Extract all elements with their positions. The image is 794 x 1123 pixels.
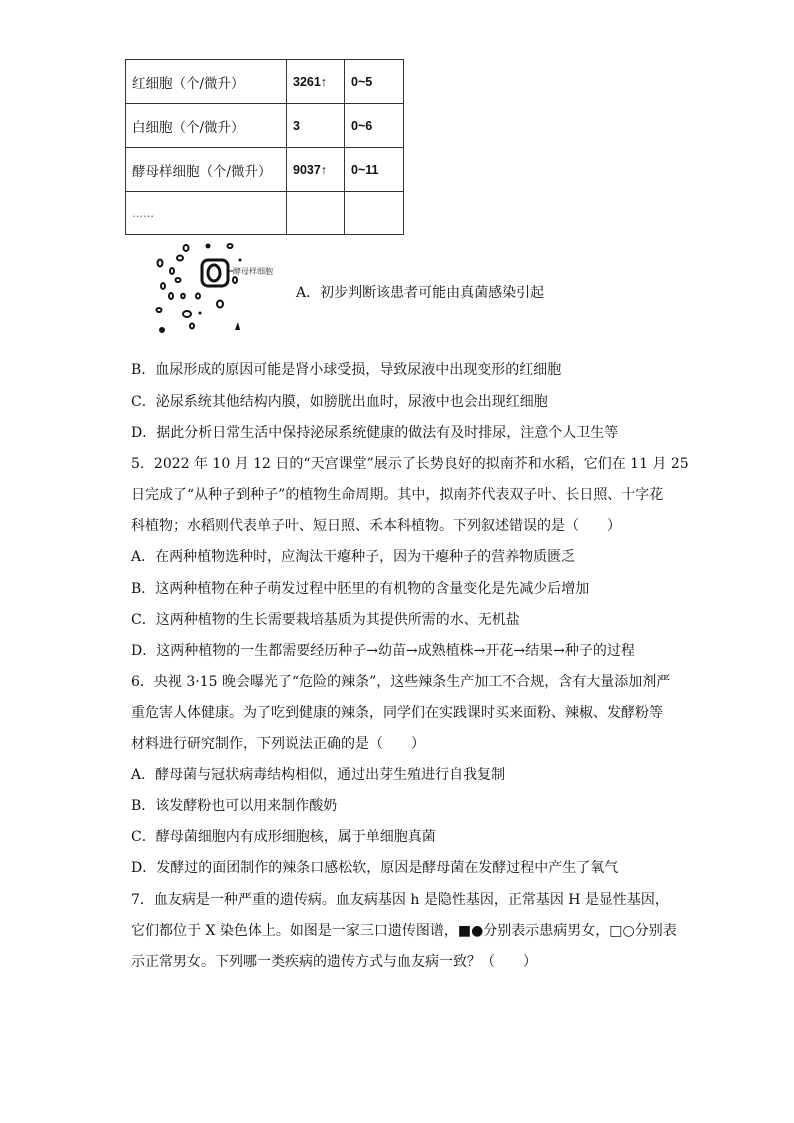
q6-option-b: B．该发酵粉也可以用来制作酸奶 <box>131 798 338 814</box>
item-reference: 0~5 <box>345 60 404 104</box>
q4-option-d: D．据此分析日常生活中保持泌尿系统健康的做法有及时排尿，注意个人卫生等 <box>131 425 619 441</box>
item-reference: 0~6 <box>345 104 404 148</box>
table-row <box>126 60 404 104</box>
item-value: 3 <box>287 104 345 148</box>
urinalysis-table <box>125 59 404 235</box>
q7-stem-line-2: 它们都位于 X 染色体上。如图是一家三口遗传图谱，■●分别表示患病男女，□○分别表 <box>131 923 677 939</box>
q6-option-c: C．酵母菌细胞内有成形细胞核，属于单细胞真菌 <box>131 829 436 845</box>
q4-option-b: B．血尿形成的原因可能是肾小球受损，导致尿液中出现变形的红细胞 <box>131 362 562 378</box>
q6-stem-line-3: 材料进行研究制作，下列说法正确的是（ ） <box>131 736 425 752</box>
item-name: 红细胞（个/微升） <box>126 60 287 104</box>
q6-stem-line-1: 6．央视 3·15 晚会曝光了“危险的辣条”，这些辣条生产加工不合规，含有大量添加剂严 <box>131 674 671 690</box>
q5-option-c: C．这两种植物的生长需要栽培基质为其提供所需的水、无机盐 <box>131 612 520 628</box>
item-value: 9037↑ <box>287 148 345 192</box>
table-row <box>126 104 404 148</box>
q5-stem-line-2: 日完成了“从种子到种子”的植物生命周期。其中，拟南芥代表双子叶、长日照、十字花 <box>131 487 664 503</box>
q7-stem-line-3: 示正常男女。下列哪一类疾病的遗传方式与血友病一致？（ ） <box>131 954 537 970</box>
q4-option-c: C．泌尿系统其他结构内膜，如膀胱出血时，尿液中也会出现红细胞 <box>131 394 548 410</box>
q5-option-d: D．这两种植物的一生都需要经历种子→幼苗→成熟植株→开花→结果→种子的过程 <box>131 643 635 659</box>
q6-option-a: A．酵母菌与冠状病毒结构相似，通过出芽生殖进行自我复制 <box>131 767 506 783</box>
table-row <box>126 148 404 192</box>
item-value: 3261↑ <box>287 60 345 104</box>
q5-stem-line-1: 5．2022 年 10 月 12 日的“天宫课堂”展示了长势良好的拟南芥和水稻，它们在 11 月 25 <box>131 456 689 472</box>
item-name: …… <box>126 192 287 235</box>
table-row <box>126 192 404 235</box>
q5-stem-line-3: 科植物；水稻则代表单子叶、短日照、禾本科植物。下列叙述错误的是（ ） <box>131 518 621 534</box>
q5-option-a: A．在两种植物选种时，应淘汰干瘪种子，因为干瘪种子的营养物质匮乏 <box>131 549 576 565</box>
item-name: 白细胞（个/微升） <box>126 104 287 148</box>
item-value <box>287 192 345 235</box>
q7-stem-line-1: 7．血友病是一种严重的遗传病。血友病基因 h 是隐性基因，正常基因 H 是显性基因， <box>131 892 669 908</box>
q6-option-d: D．发酵过的面团制作的辣条口感松软，原因是酵母菌在发酵过程中产生了氧气 <box>131 860 619 876</box>
item-reference <box>345 192 404 235</box>
yeast-cell-micrograph <box>150 238 290 340</box>
item-name: 酵母样细胞（个/微升） <box>126 148 287 192</box>
q4-option-a: A．初步判断该患者可能由真菌感染引起 <box>296 285 545 301</box>
item-reference: 0~11 <box>345 148 404 192</box>
q5-option-b: B．这两种植物在种子萌发过程中胚里的有机物的含量变化是先减少后增加 <box>131 581 590 597</box>
q6-stem-line-2: 重危害人体健康。为了吃到健康的辣条，同学们在实践课时买来面粉、辣椒、发酵粉等 <box>131 705 663 721</box>
figure-label: 酵母样细胞 <box>233 267 273 276</box>
